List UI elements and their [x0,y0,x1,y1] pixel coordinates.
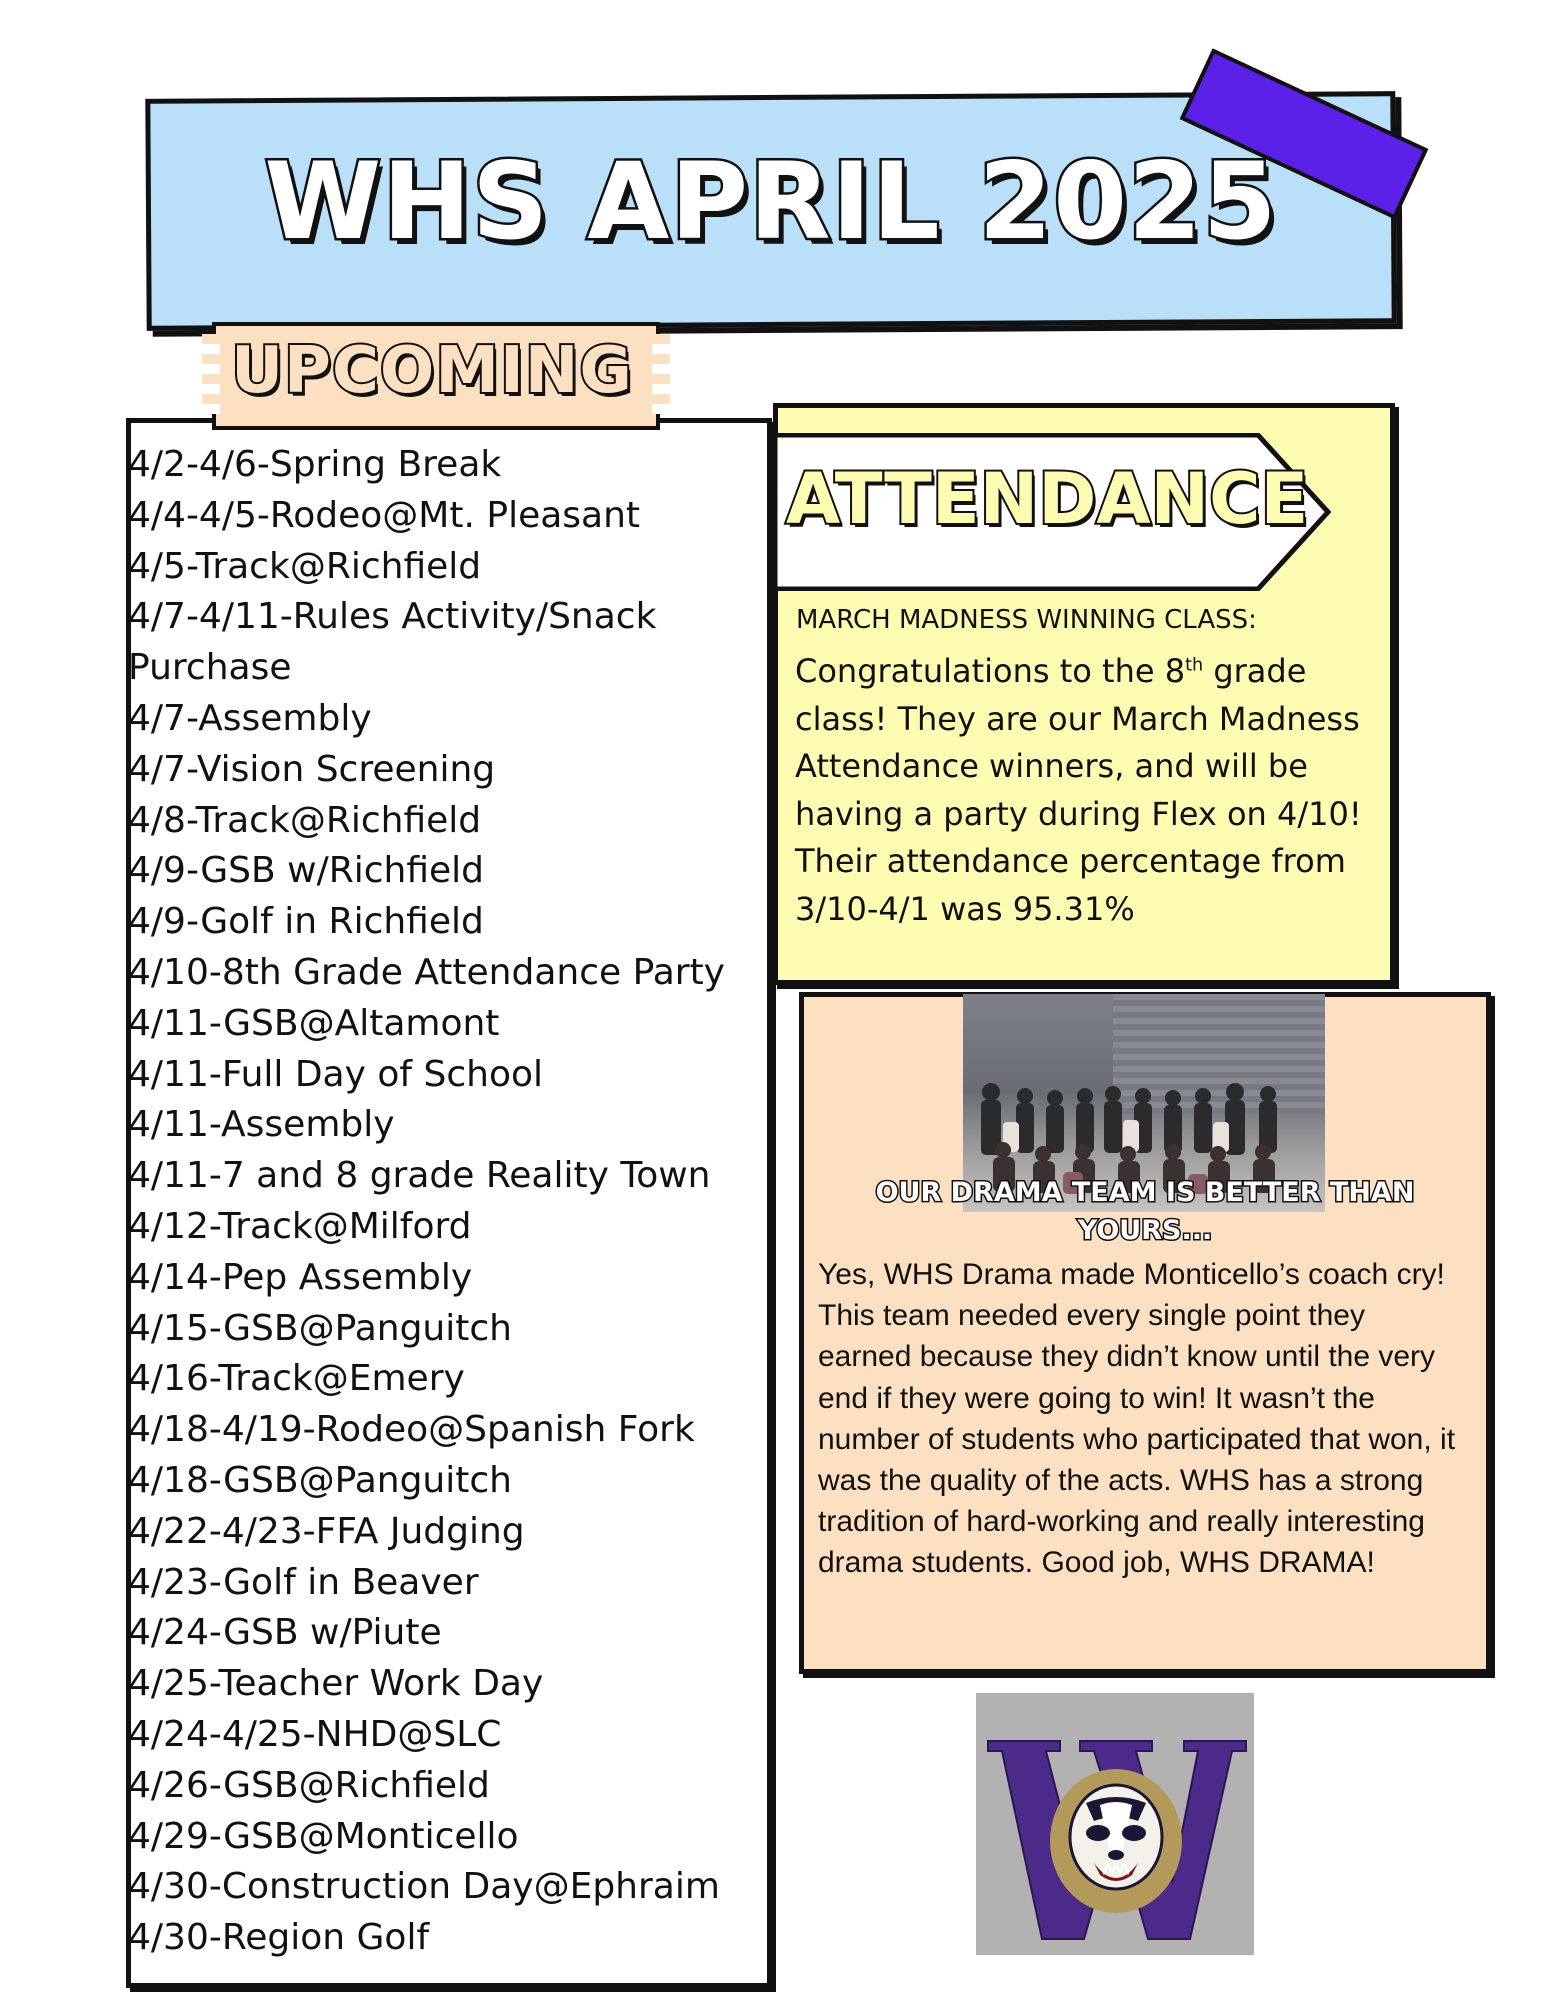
list-item: 4/16-Track@Emery [128,1358,465,1400]
page-title: WHS APRIL 2025 [264,140,1278,263]
list-item: 4/15-GSB@Panguitch [128,1307,512,1349]
attendance-body [795,648,1365,933]
list-item: 4/23-Golf in Beaver [128,1561,479,1603]
list-item: 4/9-GSB w/Richfield [128,850,485,892]
drama-body: Yes, WHS Drama made Monticello’s coach cry! This team needed every single point they earned because they didn’t know until the very end if they were going to win! It wasn’t the number of students who participated that won, it was the quality of the acts. WHS has a strong tradition of hard-working and really interesting drama students. Good job, WHS DRAMA! [818,1258,1456,1580]
list-item: 4/4-4/5-Rodeo@Mt. Pleasant [128,494,641,536]
list-item: 4/11-Full Day of School [128,1053,544,1095]
list-item: 4/5-Track@Richfield [128,545,482,587]
list-item: 4/18-4/19-Rodeo@Spanish Fork [128,1409,695,1451]
list-item: 4/9-Golf in Richfield [128,901,484,943]
list-item: 4/18-GSB@Panguitch [128,1459,512,1501]
list-item: 4/11-7 and 8 grade Reality Town [128,1155,711,1197]
list-item: 4/12-Track@Milford [128,1205,472,1247]
attendance-body-text-rest: grade class! They are our March Madness Attendance winners, and will be having a party during Flex on 4/10! Their attendance percentage from 3/10-4/1 was 95.31% [795,652,1362,928]
list-item: 4/11-GSB@Altamont [128,1002,500,1044]
list-item: 4/8-Track@Richfield [128,799,482,841]
list-item: 4/24-GSB w/Piute [128,1612,442,1654]
attendance-body-text: Congratulations to the 8 [795,652,1186,690]
list-item: 4/30-Region Golf [128,1917,430,1959]
list-item: 4/30-Construction Day@Ephraim [128,1866,720,1908]
attendance-body-sup: th [1185,655,1204,676]
list-item: 4/29-GSB@Monticello [128,1815,519,1857]
drama-heading: OUR DRAMA TEAM IS BETTER THAN YOURS... [875,1177,1415,1246]
list-item: 4/11-Assembly [128,1104,395,1146]
list-item: 4/7-Vision Screening [128,748,496,790]
badger-w-logo-icon [976,1693,1254,1955]
list-item: 4/10-8th Grade Attendance Party [128,951,725,993]
list-item: 4/14-Pep Assembly [128,1256,473,1298]
list-item: 4/25-Teacher Work Day [128,1663,544,1705]
list-item: 4/2-4/6-Spring Break [128,444,502,485]
list-item: 4/7-4/11-Rules Activity/Snack Purchase [128,596,668,689]
attendance-heading: ATTENDANCE [786,458,1309,540]
upcoming-heading: UPCOMING [231,334,633,408]
list-item: 4/26-GSB@Richfield [128,1764,490,1806]
attendance-subtitle: MARCH MADNESS WINNING CLASS: [796,605,1257,635]
school-logo [976,1693,1254,1955]
upcoming-events-list [128,440,768,1964]
list-item: 4/24-4/25-NHD@SLC [128,1713,502,1755]
list-item: 4/7-Assembly [128,697,372,739]
list-item: 4/22-4/23-FFA Judging [128,1510,525,1552]
